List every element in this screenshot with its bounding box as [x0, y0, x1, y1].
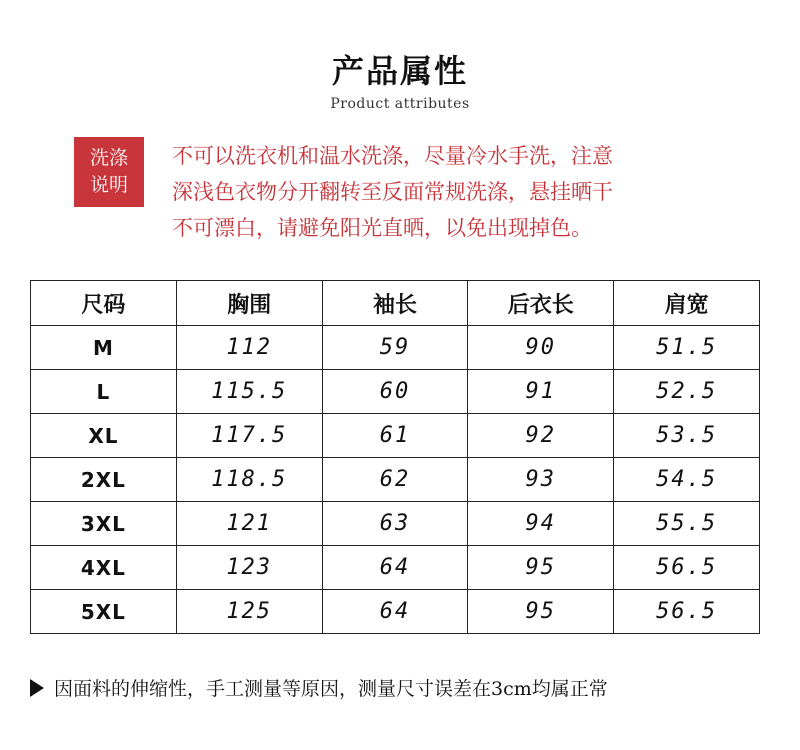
cell-size: 5XL — [31, 590, 177, 634]
cell-shoulder: 56.5 — [614, 546, 760, 590]
table-header-row — [31, 281, 760, 326]
cell-back-length: 94 — [468, 502, 614, 546]
cell-size: L — [31, 370, 177, 414]
cell-shoulder: 51.5 — [614, 326, 760, 370]
cell-chest: 121 — [176, 502, 322, 546]
header-size: 尺码 — [31, 281, 177, 326]
cell-back-length: 95 — [468, 546, 614, 590]
cell-sleeve: 64 — [322, 546, 468, 590]
cell-chest: 123 — [176, 546, 322, 590]
table-row — [31, 502, 760, 546]
cell-sleeve: 60 — [322, 370, 468, 414]
cell-size: 4XL — [31, 546, 177, 590]
measurement-note-text: 因面料的伸缩性，手工测量等原因，测量尺寸误差在3cm均属正常 — [54, 678, 608, 700]
cell-shoulder: 53.5 — [614, 414, 760, 458]
cell-size: 3XL — [31, 502, 177, 546]
cell-size: M — [31, 326, 177, 370]
cell-back-length: 95 — [468, 590, 614, 634]
wash-badge-line-2: 说明 — [89, 174, 128, 196]
cell-shoulder: 54.5 — [614, 458, 760, 502]
wash-badge-line-1: 洗涤 — [89, 147, 128, 169]
cell-size: 2XL — [31, 458, 177, 502]
cell-back-length: 90 — [468, 326, 614, 370]
wash-instructions-badge — [74, 137, 144, 207]
wash-instructions-text — [172, 138, 732, 246]
table-row — [31, 458, 760, 502]
cell-chest: 118.5 — [176, 458, 322, 502]
size-chart-table — [30, 280, 760, 634]
cell-chest: 117.5 — [176, 414, 322, 458]
table-row — [31, 590, 760, 634]
table-row — [31, 326, 760, 370]
cell-size: XL — [31, 414, 177, 458]
cell-shoulder: 52.5 — [614, 370, 760, 414]
table-row — [31, 370, 760, 414]
wash-text-line-1: 不可以洗衣机和温水洗涤，尽量冷水手洗，注意 — [172, 144, 613, 168]
cell-chest: 115.5 — [176, 370, 322, 414]
cell-back-length: 91 — [468, 370, 614, 414]
cell-sleeve: 64 — [322, 590, 468, 634]
triangle-right-icon — [30, 679, 44, 697]
wash-text-line-2: 深浅色衣物分开翻转至反面常规洗涤，悬挂晒干 — [172, 180, 613, 204]
cell-shoulder: 55.5 — [614, 502, 760, 546]
cell-shoulder: 56.5 — [614, 590, 760, 634]
cell-back-length: 93 — [468, 458, 614, 502]
header-sleeve-length: 袖长 — [322, 281, 468, 326]
cell-chest: 112 — [176, 326, 322, 370]
measurement-note — [30, 674, 770, 701]
cell-chest: 125 — [176, 590, 322, 634]
page-title: 产品属性 — [331, 52, 468, 90]
cell-sleeve: 61 — [322, 414, 468, 458]
page-subtitle: Product attributes — [330, 96, 470, 112]
cell-sleeve: 63 — [322, 502, 468, 546]
table-row — [31, 414, 760, 458]
wash-text-line-3: 不可漂白，请避免阳光直晒，以免出现掉色。 — [172, 216, 592, 240]
cell-back-length: 92 — [468, 414, 614, 458]
header-shoulder-width: 肩宽 — [614, 281, 760, 326]
table-row — [31, 546, 760, 590]
header-back-length: 后衣长 — [468, 281, 614, 326]
cell-sleeve: 62 — [322, 458, 468, 502]
cell-sleeve: 59 — [322, 326, 468, 370]
header-chest: 胸围 — [176, 281, 322, 326]
